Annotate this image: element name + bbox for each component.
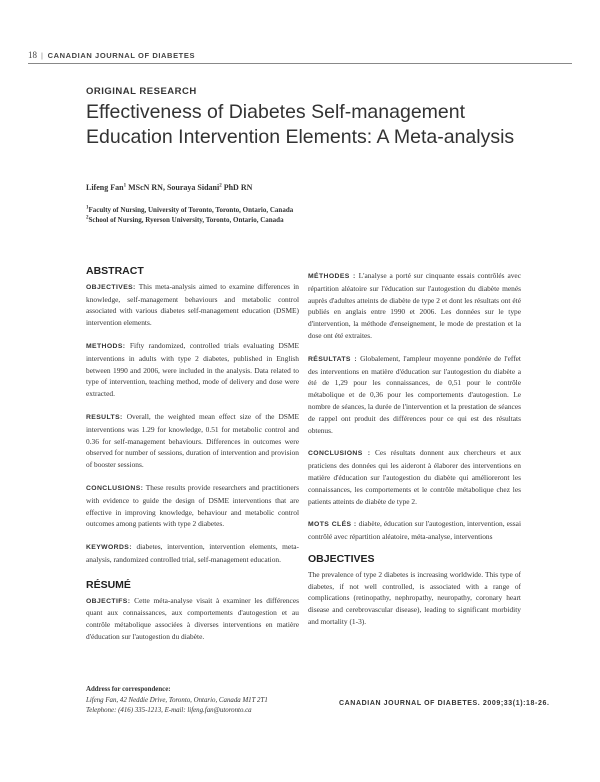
results-label: RESULTS: xyxy=(86,413,123,421)
author-2-name: Souraya Sidani xyxy=(166,183,220,192)
correspondence xyxy=(86,685,268,717)
affiliation-2-text: School of Nursing, Ryerson University, Toronto, Ontario, Canada xyxy=(88,216,284,224)
abstract-conclusions xyxy=(86,482,299,530)
objectifs-label: OBJECTIFS: xyxy=(86,597,131,605)
abstract-keywords xyxy=(86,541,299,566)
motscles-text: diabète, éducation sur l'autogestion, intervention, essai contrôlé avec répartition aléatoire, méta-analyse, interventions xyxy=(308,519,522,542)
objectives-heading: OBJECTIVES xyxy=(308,552,375,565)
methods-text: Fifty randomized, controlled trials evaluating DSME interventions in adults with type 2 diabetes, published in English between 1990 and 2006, were included in the analysis. Data related to type of intervention, teaching method, mode of delivery and dose were extracted. xyxy=(86,340,299,399)
affiliation-1-sup: 1 xyxy=(86,205,89,211)
abstract-results xyxy=(86,411,299,471)
affiliation-2-sup: 2 xyxy=(86,215,89,221)
objectives-text: This meta-analysis aimed to examine differences in knowledge, self-management behaviours and metabolic control associated with various diabetes self-management education (DSME) intervention elements. xyxy=(86,281,299,328)
author-2-sup: 2 xyxy=(219,183,222,189)
conclusions-text: These results provide researchers and practitioners with evidence to guide the design of DSME interventions that are effective in improving knowledge, behaviour and metabolic control outcomes among patients with type 2 diabetes. xyxy=(86,482,299,529)
methods-label: METHODS: xyxy=(86,342,126,350)
author-2-credentials: PhD RN xyxy=(221,183,253,192)
affiliation-1 xyxy=(86,205,293,215)
section-label: ORIGINAL RESEARCH xyxy=(86,86,197,97)
resume-conclusions-text: Ces résultats donnent aux chercheurs et aux praticiens des données qui les aideront à élaborer des interventions en matière d'éducation sur l'autogestion du diabète qui amélioreront les connaissances, les comportements et le contrôle métabolique chez les patients atteints de diabète de type 2. xyxy=(308,448,522,506)
correspondence-address: Lifeng Fan, 42 Neddie Drive, Toronto, Ontario, Canada M1T 2T1 xyxy=(86,696,268,704)
resume-heading: RÉSUMÉ xyxy=(86,578,131,591)
resultats-text: Globalement, l'ampleur moyenne pondérée de l'effet des interventions en matière d'éducation sur l'autogestion du diabète a été de 1,29 pour les connaissances, de 0,51 pour le contrôle métabolique et de 0,36 pour les comportements d'autogestion. Le nombre de séances, la durée de l'intervention et la prestation de séances de rappel ont produit des différences pour ce qui est des résultats obtenus. xyxy=(308,353,521,435)
resume-motscles xyxy=(308,518,521,543)
correspondence-contact: Telephone: (416) 335-1213, E-mail: lifeng.fan@utoronto.ca xyxy=(86,707,252,714)
abstract-objectives xyxy=(86,281,299,329)
objectifs-text: Cette méta-analyse visait à examiner les différences quant aux connaissances, aux comportements d'autogestion et au contrôle métabolique associées à diverses interventions en matière d'éducation sur l'autogestion du diabète. xyxy=(86,595,299,641)
abstract-methods xyxy=(86,340,299,400)
affiliation-2 xyxy=(86,215,293,225)
objectives-body: The prevalence of type 2 diabetes is increasing worldwide. This type of diabetes, if not well controlled, is associated with a range of complications (retinopathy, nephropathy, neuropathy, coronary heart disease and cerebrovascular disease), leading to significant morbidity and mortality (1-3). xyxy=(308,569,521,626)
resume-resultats xyxy=(308,353,521,437)
conclusions-label: CONCLUSIONS: xyxy=(86,484,144,492)
resume-methodes xyxy=(308,270,521,342)
running-header xyxy=(28,50,195,60)
left-column xyxy=(86,265,299,654)
methodes-text: L'analyse a porté sur cinquante essais contrôlés avec répartition aléatoire sur l'éducation sur l'autogestion du diabète menés auprès d'adultes atteints de diabète de type 2 et dont les résultats ont été publiés en anglais entre 1990 et 2006. Les données sur le type d'intervention, la méthode d'enseignement, le mode de prestation et la dose ont été extraites. xyxy=(308,271,521,340)
resume-conclusions-label: CONCLUSIONS : xyxy=(308,450,371,458)
resume-objectifs xyxy=(86,595,299,643)
header-rule xyxy=(28,63,572,64)
footer-citation: CANADIAN JOURNAL OF DIABETES. 2009;33(1):18-26. xyxy=(339,700,550,707)
abstract-heading: ABSTRACT xyxy=(86,265,144,277)
motscles-label: MOTS CLÉS : xyxy=(308,521,357,529)
affiliations xyxy=(86,205,293,225)
journal-name: CANADIAN JOURNAL OF DIABETES xyxy=(47,51,196,60)
objectives-label: OBJECTIVES: xyxy=(86,283,136,291)
affiliation-1-text: Faculty of Nursing, University of Toronto, Toronto, Ontario, Canada xyxy=(88,206,294,214)
article-title: Effectiveness of Diabetes Self-management Education Intervention Elements: A Meta-analysis xyxy=(86,101,515,148)
right-column xyxy=(308,270,521,639)
resume-conclusions xyxy=(308,447,521,507)
correspondence-heading: Address for correspondence: xyxy=(86,686,171,693)
author-1-sup: 1 xyxy=(123,183,127,189)
author-line xyxy=(86,183,252,192)
header-separator: | xyxy=(41,51,44,60)
author-1-credentials: MScN RN, xyxy=(126,183,165,192)
methodes-label: MÉTHODES : xyxy=(308,273,356,280)
author-1-name: Lifeng Fan xyxy=(86,183,124,192)
resultats-label: RÉSULTATS : xyxy=(308,355,358,363)
keywords-text: diabetes, intervention, intervention elements, meta-analysis, randomized controlled trial, self-management education. xyxy=(86,542,299,564)
results-text: Overall, the weighted mean effect size of the DSME interventions was 1.29 for knowledge, 0.51 for metabolic control and 0.36 for self-management behaviours. Differences in outcomes were observed for number of sessions, duration of intervention and provision of booster sessions. xyxy=(86,411,299,470)
page-number: 18 xyxy=(28,50,37,60)
keywords-label: KEYWORDS: xyxy=(86,544,132,552)
